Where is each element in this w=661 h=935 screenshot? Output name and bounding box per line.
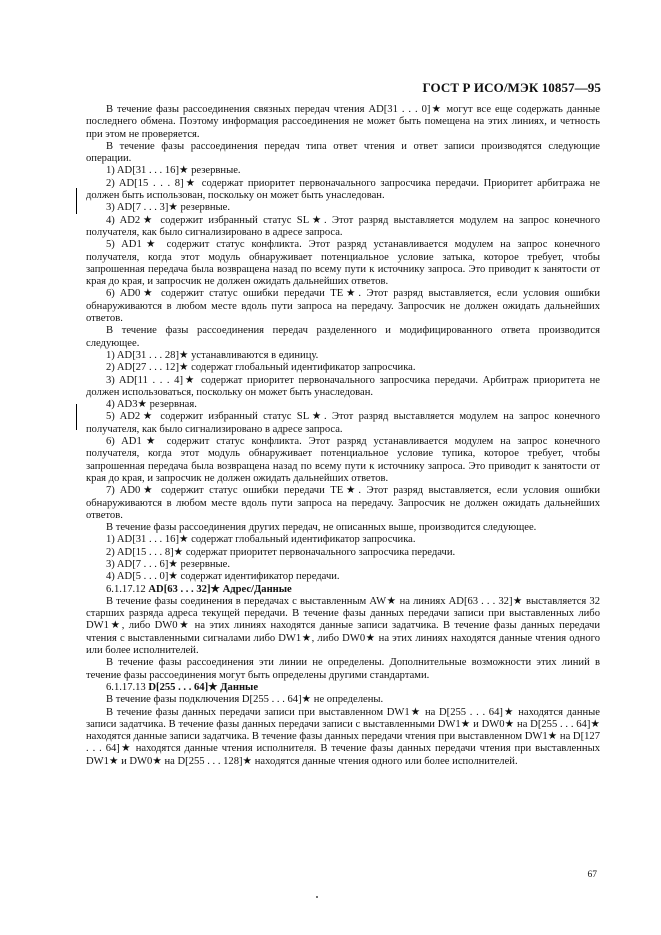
list-item: 2) AD[15 . . . 8]★ содержат приоритет первоначального запросчика передачи.	[106, 546, 456, 558]
paragraph: В течение фазы данных передачи записи при выставленном DW1★ на D[255 . . . 64]★ находятся данные записи задатчика. В течение фазы данных передачи записи с выставленными DW1★ и DW0★ на D[255 . . . 64]★ находятся данные записи задатчика. В течение фазы данных передачи чтения при выставленном DW1★ на D[127 . . . 64]★ находятся данные чтения исполнителя. В течение фазы данных передачи чтения при выставленных DW1★ и DW0★ на D[255 . . . 128]★ находятся данные чтения одного или более исполнителей.	[86, 706, 600, 767]
change-bar	[76, 188, 77, 214]
paragraph: В течение фазы соединения в передачах с выставленным AW★ на линиях AD[63 . . . 32]★ выставляется 32 старших разряда адреса текущей передачи. В течение фазы данных передачи записи при выставленных либо DW1★, либо DW0★ на этих линиях находятся данные записи задатчика. В течение фазы данных передачи чтения с выставленными сигналами либо DW1★, либо DW0★ на этих линиях находятся данные чтения одного или более исполнителей.	[86, 595, 600, 657]
paragraph: В течение фазы рассоединения связных передач чтения AD[31 . . . 0]★ могут все еще содержать данные последнего обмена. Поэтому информация рассоединения не может быть помещена на этих линиях, и четность при этом не проверяется.	[86, 104, 600, 140]
paragraph: В течение фазы подключения D[255 . . . 64]★ не определены.	[106, 694, 384, 706]
list-item: 6) AD1★ содержит статус конфликта. Этот разряд устанавливается модулем на запрос конечного получателя, когда этот модуль обнаруживает потенциальное условие тупика, которое требует, чтобы запрошенная передача была возвращена назад по всему пути к источнику запроса. Это приводит к занятости от края до края, и запросчик не должен ожидать дальнейших ответов.	[86, 436, 600, 484]
list-item: 1) AD[31 . . . 28]★ устанавливаются в единицу.	[106, 349, 319, 361]
list-item: 5) AD2★ содержит избранный статус SL★. Этот разряд выставляется модулем на запрос конечного получателя, как было сигнализировано в адресе запроса.	[86, 411, 600, 435]
list-item: 6) AD0★ содержит статус ошибки передачи TE★. Этот разряд выставляется, если условия ошибки обнаруживаются в любом месте вдоль пути запроса на передачу. Запросчик не должен ожидать дальнейших ответов.	[86, 288, 600, 325]
scan-dot	[316, 896, 318, 898]
list-item: 3) AD[11 . . . 4]★ содержат приоритет первоначального запросчика передачи. Арбитраж приоритета не должен использоваться, поскольку он может быть унаследован.	[86, 374, 600, 398]
list-item: 1) AD[31 . . . 16]★ резервные.	[106, 165, 241, 177]
page-number: 67	[587, 870, 597, 880]
body-text	[86, 104, 600, 768]
paragraph: В течение фазы рассоединения эти линии не определены. Дополнительные возможности этих линий в течение фазы рассоединения могут быть определены другими стандартами.	[86, 657, 600, 681]
list-item: 2) AD[15 . . . 8]★ содержат приоритет первоначального запросчика передачи. Приоритет арбитража не должен быть использован, поскольку он может быть унаследован.	[86, 177, 600, 202]
list-item: 1) AD[31 . . . 16]★ содержат глобальный идентификатор запросчика.	[106, 534, 416, 546]
section-heading-6-1-17-12	[86, 584, 600, 596]
paragraph: В течение фазы рассоединения передач разделенного и модифицированного ответа производится следующее.	[86, 325, 600, 349]
paragraph: В течение фазы рассоединения передач типа ответ чтения и ответ записи производятся следующие операции.	[86, 140, 600, 165]
paragraph: В течение фазы рассоединения других передач, не описанных выше, производится следующее.	[106, 522, 537, 534]
change-bar	[76, 404, 77, 430]
list-item: 4) AD3★ резервная.	[106, 399, 197, 411]
section-heading-6-1-17-13	[86, 682, 600, 694]
list-item: 4) AD[5 . . . 0]★ содержат идентификатор передачи.	[106, 571, 340, 583]
list-item: 3) AD[7 . . . 3]★ резервные.	[106, 202, 230, 214]
standard-header: ГОСТ Р ИСО/МЭК 10857—95	[422, 80, 601, 95]
section-number: 6.1.17.12	[106, 583, 146, 595]
list-item: 2) AD[27 . . . 12]★ содержат глобальный идентификатор запросчика.	[106, 362, 416, 374]
list-item: 7) AD0★ содержит статус ошибки передачи TE★. Этот разряд выставляется, если условия ошибки обнаруживаются в любом месте вдоль пути запроса на передачу. Запросчик не должен ожидать дальнейших ответов.	[86, 485, 600, 521]
section-title: D[255 . . . 64]★ Данные	[148, 681, 259, 693]
section-title: AD[63 . . . 32]★ Адрес/Данные	[148, 583, 292, 595]
list-item: 4) AD2★ содержит избранный статус SL★. Этот разряд выставляется модулем на запрос конечного получателя, как было сигнализировано в адресе запроса.	[86, 214, 600, 238]
list-item: 5) AD1★ содержит статус конфликта. Этот разряд устанавливается модулем на запрос конечного получателя, когда этот модуль обнаруживает потенциальное условие затыка, которое требует, чтобы запрошенная передача была возвращена назад по всему пути к источнику запроса. Это приводит к занятости от края до края, и запросчик не должен ожидать дальнейших ответов.	[86, 239, 600, 288]
list-item: 3) AD[7 . . . 6]★ резервные.	[106, 558, 230, 570]
section-number: 6.1.17.13	[106, 681, 146, 693]
